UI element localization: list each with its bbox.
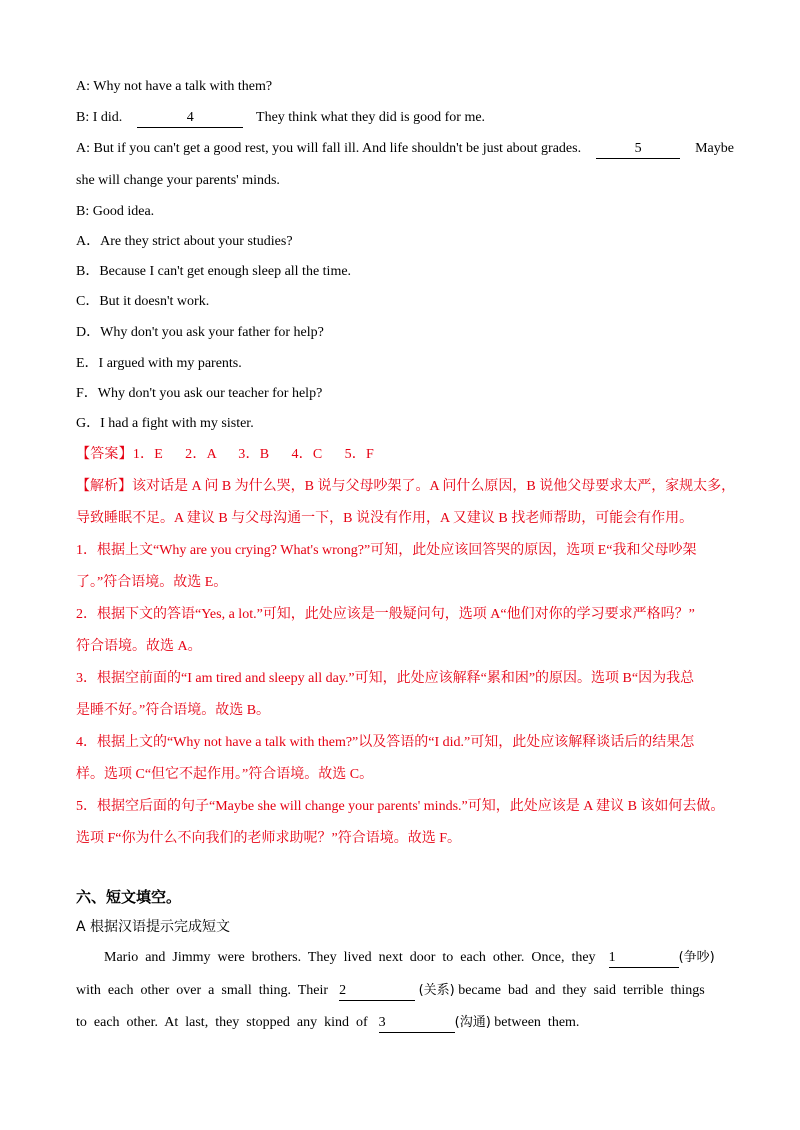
- blank-2[interactable]: [339, 982, 415, 1001]
- answer-values: 1．E 2．A 3．B 4．C 5．F: [132, 447, 374, 462]
- analysis-item-2-line-1: 2．根据下文的答语“Yes, a lot.”可知，此处应该是一般疑问句，选项 A“他们对你的学习要求严格吗？”: [76, 607, 695, 622]
- section-title: 六、短文填空。: [76, 888, 182, 906]
- analysis-item-3-line-2: 是睡不好。”符合语境。故选 B。: [76, 703, 271, 718]
- analysis-intro-2: 导致睡眠不足。A 建议 B 与父母沟通一下，B 说没有作用，A 又建议 B 找老师帮助，可能会有作用。: [76, 511, 694, 526]
- passage-3-text-b: between them.: [494, 1015, 580, 1030]
- passage-2-text-a: with each other over a small thing. Their: [76, 983, 329, 998]
- blank-3-number: 3: [378, 1015, 386, 1030]
- analysis-item-2-line-2: 符合语境。故选 A。: [76, 639, 202, 654]
- dialogue-line-a3-cont: she will change your parents' minds.: [76, 173, 280, 188]
- analysis-intro-text-1: 该对话是 A 问 B 为什么哭，B 说与父母吵架了。A 问什么原因，B 说他父母要求太严，家规太多，: [132, 479, 736, 494]
- option-f: F．Why don't you ask our teacher for help?: [76, 386, 323, 401]
- analysis-item-1-line-2: 了。”符合语境。故选 E。: [76, 575, 228, 590]
- dialogue-b2-pre: B: I did.: [76, 110, 123, 125]
- analysis-label: 【解析】: [76, 479, 132, 494]
- passage-1-text: Mario and Jimmy were brothers. They lived next door to each other. Once, they: [104, 950, 596, 965]
- dialogue-line-a1: A: Why not have a talk with them?: [76, 79, 273, 94]
- hint-3: (沟通): [454, 1015, 491, 1030]
- section-subtitle: A 根据汉语提示完成短文: [76, 919, 231, 935]
- analysis-item-1-line-1: 1．根据上文“Why are you crying? What's wrong?”可知，此处应该回答哭的原因，选项 E“我和父母吵架: [76, 543, 697, 558]
- hint-1: (争吵): [678, 950, 715, 965]
- option-g: G．I had a fight with my sister.: [76, 416, 254, 431]
- dialogue-b2-post: They think what they did is good for me.: [256, 110, 486, 125]
- analysis-item-3-line-1: 3．根据空前面的“I am tired and sleepy all day.”可知，此处应该解释“累和困”的原因。选项 B“因为我总: [76, 671, 695, 686]
- blank-3[interactable]: [379, 1014, 455, 1033]
- dialogue-a3-pre: A: But if you can't get a good rest, you will fall ill. And life shouldn't be just about grades.: [76, 141, 582, 156]
- passage-3-text-a: to each other. At last, they stopped any kind of: [76, 1015, 368, 1030]
- option-d: D．Why don't you ask your father for help?: [76, 325, 324, 340]
- analysis-item-5-line-2: 选项 F“你为什么不向我们的老师求助呢？”符合语境。故选 F。: [76, 831, 461, 846]
- passage-line-3: [76, 1014, 579, 1033]
- option-a: A．Are they strict about your studies?: [76, 234, 293, 249]
- answer-label: 【答案】: [76, 447, 133, 462]
- blank-1[interactable]: [609, 949, 679, 968]
- passage-line-2: [76, 982, 705, 1001]
- blank-2-number: 2: [339, 983, 347, 998]
- analysis-item-4-line-1: 4．根据上文的“Why not have a talk with them?”以及答语的“I did.”可知，此处应该解释谈话后的结果怎: [76, 735, 695, 750]
- analysis-item-5-line-1: 5．根据空后面的句子“Maybe she will change your parents' minds.”可知，此处应该是 A 建议 B 该如何去做。: [76, 799, 725, 814]
- analysis-intro-1: [76, 478, 735, 496]
- dialogue-line-a3: [76, 140, 734, 159]
- option-c: C．But it doesn't work.: [76, 294, 210, 309]
- analysis-item-4-line-2: 样。选项 C“但它不起作用。”符合语境。故选 C。: [76, 767, 374, 782]
- dialogue-line-b4: B: Good idea.: [76, 204, 155, 219]
- answer-line: [76, 446, 374, 464]
- option-b: B．Because I can't get enough sleep all the time.: [76, 264, 352, 279]
- passage-2-text-b: became bad and they said terrible things: [458, 983, 705, 998]
- hint-2: (关系): [418, 983, 455, 998]
- passage-line-1: [104, 949, 715, 968]
- option-e: E．I argued with my parents.: [76, 356, 242, 371]
- blank-1-number: 1: [608, 950, 616, 965]
- dialogue-a3-post: Maybe: [695, 141, 734, 156]
- dialogue-line-b2: [76, 109, 485, 128]
- blank-4[interactable]: 4: [137, 109, 243, 128]
- blank-5[interactable]: 5: [596, 140, 680, 159]
